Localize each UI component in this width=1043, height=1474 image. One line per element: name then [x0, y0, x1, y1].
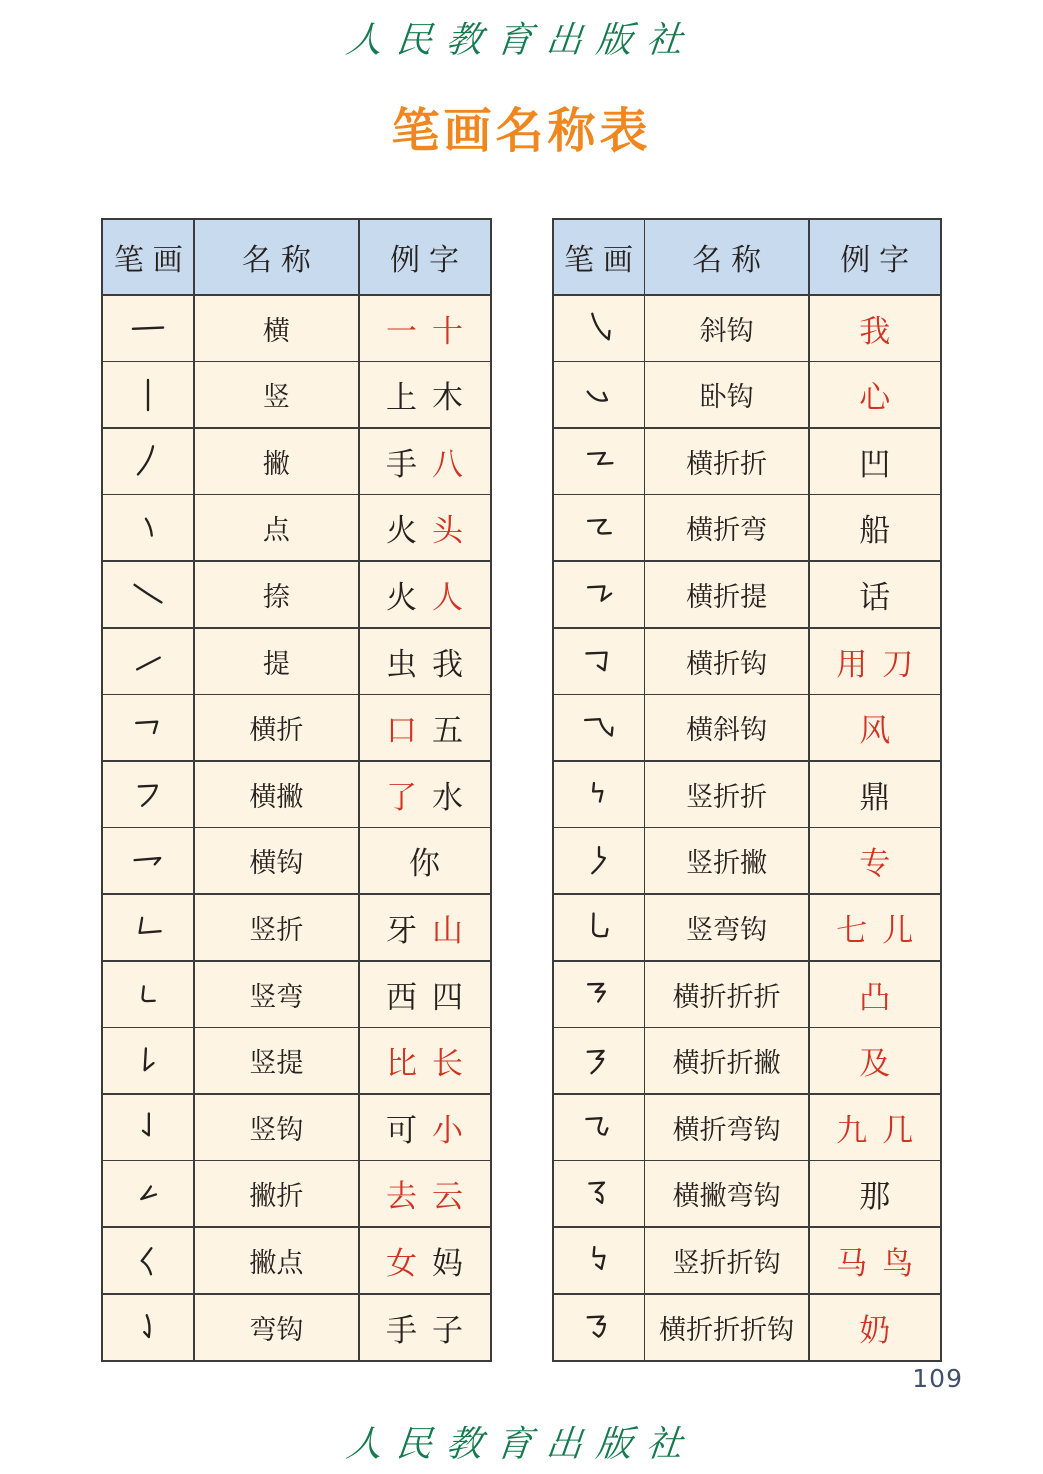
stroke-name: 横斜钩	[645, 695, 808, 760]
stroke-glyph-shuzhepie	[554, 828, 644, 893]
example-char: 及	[859, 1046, 891, 1082]
example-chars	[810, 296, 940, 361]
stroke-name: 撇折	[195, 1161, 358, 1226]
stroke-name: 斜钩	[645, 296, 808, 361]
example-char: 奶	[859, 1312, 891, 1348]
stroke-glyph-hengzhewan	[554, 495, 644, 560]
stroke-table-left	[101, 218, 491, 1362]
stroke-glyph-shuti	[103, 1028, 193, 1093]
stroke-glyph-pie	[103, 429, 193, 494]
example-chars	[810, 1295, 940, 1360]
example-char: 手	[386, 446, 417, 482]
stroke-name: 竖	[195, 362, 358, 427]
stroke-glyph-ti	[103, 629, 193, 694]
example-chars	[360, 296, 490, 361]
stroke-name: 点	[195, 495, 358, 560]
example-chars	[810, 762, 940, 827]
stroke-icon	[578, 440, 620, 482]
publisher-logo-bottom: 人民教育出版社	[344, 1424, 699, 1464]
stroke-icon	[127, 374, 169, 416]
stroke-table-right	[552, 218, 942, 1362]
stroke-name: 卧钩	[645, 362, 808, 427]
stroke-glyph-henggou	[103, 828, 193, 893]
stroke-icon	[578, 374, 620, 416]
example-chars	[810, 1228, 940, 1293]
stroke-icon	[127, 707, 169, 749]
example-char: 虫	[386, 646, 417, 682]
stroke-icon	[578, 640, 620, 682]
example-chars	[810, 962, 940, 1027]
header-cell-2: 例字	[810, 220, 940, 294]
stroke-glyph-hengzhegou	[554, 629, 644, 694]
stroke-icon	[127, 573, 169, 615]
stroke-name: 横折弯钩	[645, 1095, 808, 1160]
example-char: 用	[836, 646, 868, 682]
stroke-icon	[578, 1239, 620, 1281]
stroke-name: 横撇弯钩	[645, 1161, 808, 1226]
stroke-icon	[578, 707, 620, 749]
example-char: 妈	[432, 1245, 463, 1281]
stroke-name: 撇	[195, 429, 358, 494]
example-char: 手	[386, 1312, 417, 1348]
page-number: 109	[912, 1364, 963, 1393]
example-char: 鼎	[859, 779, 891, 815]
example-chars	[360, 962, 490, 1027]
stroke-icon	[127, 773, 169, 815]
example-char: 你	[409, 846, 440, 882]
stroke-icon	[127, 507, 169, 549]
example-chars	[810, 362, 940, 427]
stroke-name: 横	[195, 296, 358, 361]
example-char: 几	[882, 1112, 914, 1148]
example-chars	[360, 629, 490, 694]
example-chars	[360, 495, 490, 560]
example-chars	[360, 1161, 490, 1226]
example-char: 七	[836, 912, 868, 948]
example-chars	[360, 362, 490, 427]
example-chars	[360, 1095, 490, 1160]
example-chars	[360, 762, 490, 827]
stroke-glyph-hengzhezhe	[554, 429, 644, 494]
stroke-name: 横撇	[195, 762, 358, 827]
stroke-name: 捺	[195, 562, 358, 627]
example-chars	[360, 828, 490, 893]
example-char: 山	[432, 912, 463, 948]
stroke-glyph-hengpiewangou	[554, 1161, 644, 1226]
stroke-icon	[578, 1306, 620, 1348]
example-chars	[810, 629, 940, 694]
stroke-icon	[127, 906, 169, 948]
example-char: 了	[386, 779, 417, 815]
example-char: 八	[432, 446, 463, 482]
example-char: 凸	[859, 979, 891, 1015]
example-chars	[810, 1095, 940, 1160]
stroke-glyph-wangou	[103, 1295, 193, 1360]
stroke-glyph-wogou	[554, 362, 644, 427]
stroke-name: 提	[195, 629, 358, 694]
example-char: 船	[859, 513, 891, 549]
stroke-glyph-shugou	[103, 1095, 193, 1160]
example-char: 去	[386, 1179, 417, 1215]
example-char: 木	[432, 380, 463, 416]
example-chars	[810, 495, 940, 560]
example-chars	[360, 1228, 490, 1293]
stroke-icon	[578, 840, 620, 882]
example-chars	[810, 895, 940, 960]
example-char: 西	[386, 979, 417, 1015]
stroke-name: 竖折折	[645, 762, 808, 827]
example-char: 九	[836, 1112, 868, 1148]
stroke-name: 横折折	[645, 429, 808, 494]
example-char: 牙	[386, 912, 417, 948]
example-char: 子	[432, 1312, 463, 1348]
example-chars	[360, 895, 490, 960]
stroke-glyph-hengpie	[103, 762, 193, 827]
stroke-name: 竖折撇	[645, 828, 808, 893]
example-chars	[810, 1161, 940, 1226]
example-chars	[810, 1028, 940, 1093]
stroke-icon	[578, 773, 620, 815]
example-char: 上	[386, 380, 417, 416]
stroke-icon	[578, 573, 620, 615]
stroke-glyph-hengzhezhepie	[554, 1028, 644, 1093]
example-char: 话	[859, 579, 891, 615]
example-char: 头	[432, 513, 463, 549]
example-chars	[810, 695, 940, 760]
stroke-glyph-na	[103, 562, 193, 627]
stroke-icon	[127, 640, 169, 682]
header-cell-1: 名称	[195, 220, 358, 294]
header-cell-0: 笔画	[554, 220, 644, 294]
example-char: 水	[432, 779, 463, 815]
stroke-icon	[127, 840, 169, 882]
stroke-icon	[127, 307, 169, 349]
example-char: 小	[432, 1112, 463, 1148]
example-char: 火	[386, 513, 417, 549]
stroke-tables	[0, 218, 1043, 1362]
stroke-glyph-hengzhe	[103, 695, 193, 760]
example-char: 马	[836, 1245, 868, 1281]
stroke-glyph-hengzhezhezhegou	[554, 1295, 644, 1360]
example-char: 刀	[882, 646, 914, 682]
example-char: 我	[859, 313, 891, 349]
stroke-name: 横折提	[645, 562, 808, 627]
stroke-icon	[127, 973, 169, 1015]
stroke-glyph-shuzhe	[103, 895, 193, 960]
example-char: 凹	[859, 446, 891, 482]
example-char: 十	[432, 313, 463, 349]
example-char: 女	[386, 1245, 417, 1281]
stroke-name: 横折弯	[645, 495, 808, 560]
stroke-icon	[578, 1040, 620, 1082]
stroke-glyph-hengzheti	[554, 562, 644, 627]
stroke-name: 竖折折钩	[645, 1228, 808, 1293]
stroke-glyph-piezhe	[103, 1161, 193, 1226]
publisher-logo-top: 人民教育出版社	[344, 20, 699, 60]
example-char: 云	[432, 1179, 463, 1215]
example-chars	[810, 828, 940, 893]
example-char: 比	[386, 1046, 417, 1082]
example-chars	[810, 429, 940, 494]
example-chars	[360, 429, 490, 494]
example-char: 一	[386, 313, 417, 349]
stroke-name: 竖弯	[195, 962, 358, 1027]
stroke-name: 横折钩	[645, 629, 808, 694]
header-cell-0: 笔画	[103, 220, 193, 294]
stroke-name: 竖折	[195, 895, 358, 960]
stroke-icon	[127, 1040, 169, 1082]
example-char: 那	[859, 1179, 891, 1215]
stroke-name: 竖弯钩	[645, 895, 808, 960]
stroke-name: 弯钩	[195, 1295, 358, 1360]
stroke-glyph-hengxiegou	[554, 695, 644, 760]
example-char: 鸟	[882, 1245, 914, 1281]
header-cell-2: 例字	[360, 220, 490, 294]
example-char: 五	[432, 713, 463, 749]
stroke-name: 横折折撇	[645, 1028, 808, 1093]
stroke-name: 横钩	[195, 828, 358, 893]
stroke-icon	[578, 973, 620, 1015]
stroke-icon	[578, 507, 620, 549]
example-chars	[360, 695, 490, 760]
example-char: 我	[432, 646, 463, 682]
stroke-icon	[127, 1239, 169, 1281]
example-chars	[360, 1028, 490, 1093]
stroke-name: 撇点	[195, 1228, 358, 1293]
stroke-glyph-piedian	[103, 1228, 193, 1293]
stroke-glyph-shuzhezhe	[554, 762, 644, 827]
example-char: 可	[386, 1112, 417, 1148]
page-title: 笔画名称表	[391, 105, 652, 158]
stroke-glyph-shuwangou	[554, 895, 644, 960]
stroke-name: 横折折折钩	[645, 1295, 808, 1360]
stroke-icon	[127, 440, 169, 482]
example-chars	[810, 562, 940, 627]
stroke-glyph-shuwan	[103, 962, 193, 1027]
example-char: 人	[432, 579, 463, 615]
header-cell-1: 名称	[645, 220, 808, 294]
stroke-glyph-hengzhezhezhe	[554, 962, 644, 1027]
example-chars	[360, 1295, 490, 1360]
stroke-glyph-xiegou	[554, 296, 644, 361]
stroke-name: 竖钩	[195, 1095, 358, 1160]
example-char: 儿	[882, 912, 914, 948]
stroke-icon	[127, 1306, 169, 1348]
example-char: 心	[859, 380, 891, 416]
stroke-icon	[578, 1106, 620, 1148]
stroke-glyph-dian	[103, 495, 193, 560]
stroke-glyph-hengzhewangou	[554, 1095, 644, 1160]
stroke-name: 横折折折	[645, 962, 808, 1027]
example-char: 四	[432, 979, 463, 1015]
example-chars	[360, 562, 490, 627]
example-char: 火	[386, 579, 417, 615]
example-char: 风	[859, 713, 891, 749]
example-char: 长	[432, 1046, 463, 1082]
stroke-icon	[578, 906, 620, 948]
stroke-icon	[578, 1173, 620, 1215]
example-char: 口	[386, 713, 417, 749]
stroke-glyph-heng	[103, 296, 193, 361]
stroke-icon	[127, 1173, 169, 1215]
stroke-glyph-shu	[103, 362, 193, 427]
stroke-icon	[127, 1106, 169, 1148]
stroke-glyph-shuzhezhegou	[554, 1228, 644, 1293]
stroke-name: 横折	[195, 695, 358, 760]
stroke-icon	[578, 307, 620, 349]
stroke-name: 竖提	[195, 1028, 358, 1093]
example-char: 专	[859, 846, 891, 882]
